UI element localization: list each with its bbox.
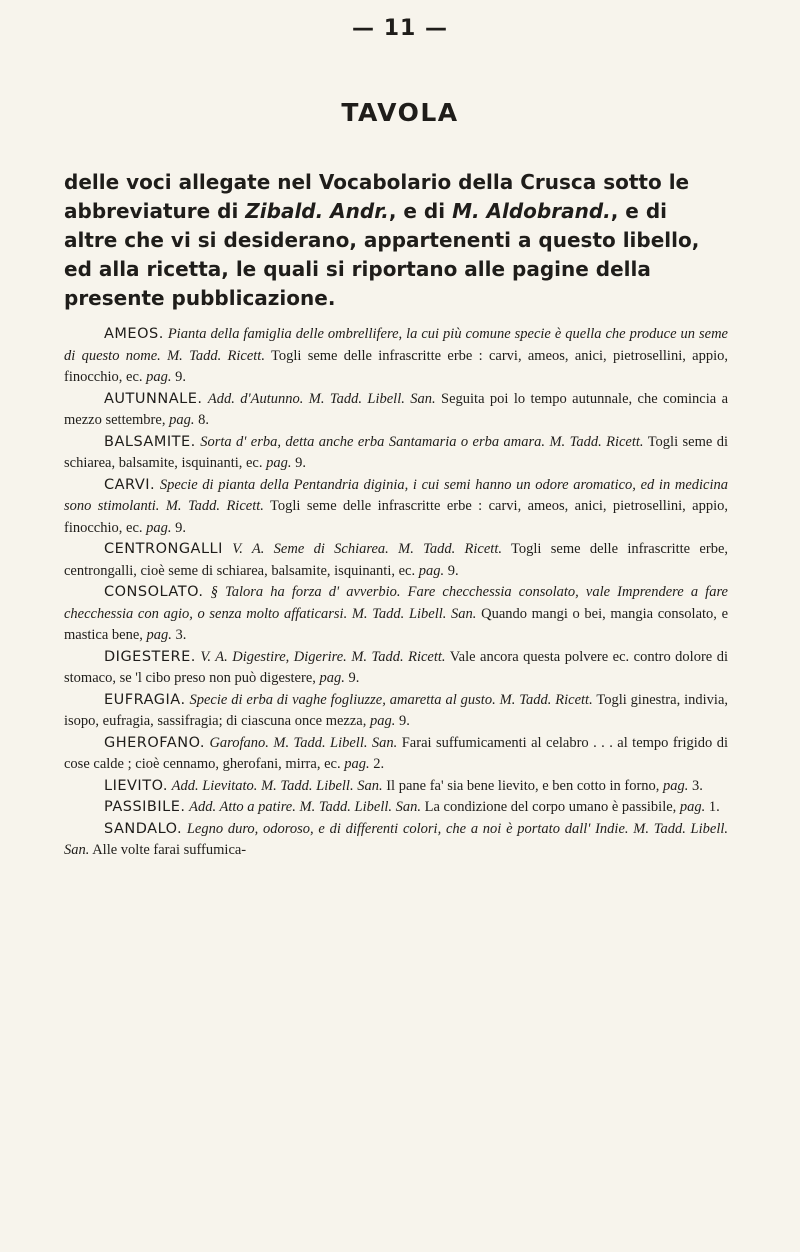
entry-quotation: Il pane fa' sia bene lievito, e ben cotto in forno, [386,777,660,794]
entry-page-label: pag. [146,369,172,385]
dictionary-entry [64,776,728,798]
entry-definition: Pianta della famiglia delle ombrellifere, la cui più comune specie è quella che produce un seme di questo nome. [64,326,728,364]
entry-page-label: pag. [344,756,370,772]
entry-quotation: Togli seme di schiarea, balsamite, isquinanti, ec. [64,433,728,471]
entry-headword: AMEOS. [104,326,164,342]
entry-source: M. Tadd. Libell. San. [351,605,477,622]
entry-page-number: 9. [295,455,306,471]
entry-quotation: Farai suffumicamenti al celabro . . . al tempo frigido di cose calde ; cioè cennamo, gherofani, mirra, ec. [64,734,729,772]
entry-headword: SANDALO. [104,820,183,837]
entry-source: M. Tadd. Ricett. [398,541,502,557]
intro-text-1: delle voci allegate nel Vocabolario della Crusca sotto le abbreviature di [64,170,690,223]
entry-source: M. Tadd. Ricett. [165,498,264,514]
entry-definition: Add. Atto a patire. [189,799,296,815]
entry-page-number: 9. [175,369,187,385]
entry-source: M. Tadd. Libell. San. [64,820,729,858]
entry-source: M. Tadd. Ricett. [549,433,644,450]
dictionary-entry [64,797,728,819]
entry-page-label: pag. [369,713,396,729]
entry-page-number: 9. [348,670,360,686]
entry-headword: DIGESTERE. [104,648,196,665]
entry-source: M. Tadd. Ricett. [351,648,446,665]
dictionary-entry [64,539,728,582]
entry-headword: AUTUNNALE. [104,390,203,407]
entry-page-number: 9. [447,562,459,579]
entry-definition: Garofano. [209,734,269,751]
entry-definition: § Talora ha forza d' avverbio. Fare checchessia consolato, vale Imprendere a fare checchessia con agio, o senza molto affaticarsi. [64,584,728,622]
dictionary-entry [64,647,728,690]
entry-quotation: Quando mangi o bei, mangia consolato, e mastica bene, [64,605,729,643]
entry-source: M. Tadd. Libell. San. [308,390,436,407]
entry-definition: Add. d'Autunno. [207,390,304,407]
entry-page-number: 9. [398,713,410,729]
entry-definition: Specie di erba di vaghe fogliuzze, amaretta al gusto. [189,691,496,708]
entry-quotation: Togli seme delle infrascritte erbe, centrongalli, cioè seme di schiarea, balsamite, isquinanti, ec. [64,541,729,579]
entry-quotation: Togli seme delle infrascritte erbe : carvi, ameos, anici, pietrosellini, appio, finocchio, ec. [64,498,728,536]
dictionary-entry [64,819,728,862]
entry-source: M. Tadd. Ricett. [167,347,265,364]
entry-headword: CARVI. [104,476,156,493]
entry-page-label: pag. [418,562,445,579]
intro-text-3: , e di altre che vi si desiderano, appartenenti a questo libello, ed alla ricetta, le quali si riportano alle pagine della presente pubblicazione. [64,199,700,310]
intro-abbrev-1: Zibald. Andr. [245,199,389,223]
entry-page-number: 3. [692,777,703,794]
dictionary-entry [64,389,728,432]
entry-source: M. Tadd. Libell. San. [261,777,383,794]
entry-page-label: pag. [266,455,292,471]
intro-abbrev-2: M. Aldobrand. [452,199,611,223]
entry-source: M. Tadd. Libell. San. [273,734,398,751]
dictionary-entry [64,733,728,776]
entry-source: M. Tadd. Libell. San. [299,799,422,815]
intro-paragraph [64,168,724,313]
intro-text-2: , e di [388,199,453,223]
entry-page-label: pag. [146,519,172,536]
entry-quotation: Seguita poi lo tempo autunnale, che comincia a mezzo settembre, [64,390,729,428]
dictionary-entry [64,475,728,540]
entry-page-label: pag. [169,412,195,428]
entry-page-label: pag. [319,670,345,686]
entry-page-number: 9. [175,519,187,536]
entry-headword: EUFRAGIA. [104,691,186,708]
entry-headword: CENTRONGALLI [104,541,223,557]
entry-quotation: Vale ancora questa polvere ec. contro dolore di stomaco, se 'l cibo preso non può digestere, [64,648,728,686]
entry-page-label: pag. [663,777,689,794]
entry-headword: GHEROFANO. [104,734,205,751]
entry-headword: LIEVITO. [104,777,169,794]
dictionary-entry [64,432,728,475]
page-title: TAVOLA [341,98,459,127]
dictionary-entry [64,690,728,733]
entry-definition: Add. Lievitato. [171,777,258,794]
entry-headword: PASSIBILE. [104,799,186,815]
entry-headword: BALSAMITE. [104,433,196,450]
entry-definition: V. A. Digestire, Digerire. [200,648,347,665]
entry-definition: V. A. Seme di Schiarea. [232,541,389,557]
entry-headword: CONSOLATO. [104,584,204,600]
entry-definition: Specie di pianta della Pentandria diginia, i cui semi hanno un odore aromatico, ed in medicina sono stimolanti. [64,476,729,514]
dictionary-entry [64,324,728,389]
page-number: — 11 — [352,16,448,41]
entry-quotation: Togli seme delle infrascritte erbe : carvi, ameos, anici, pietrosellini, appio, finocchio, ec. [64,347,728,385]
entry-quotation: Togli ginestra, indivia, isopo, eufragia, sassifragia; di ciascuna once mezza, [64,691,729,729]
entry-quotation: Alle volte farai suffumica- [92,842,247,858]
entry-definition: Legno duro, odoroso, e di differenti colori, che a noi è portato dall' Indie. [186,820,629,837]
entry-definition: Sorta d' erba, detta anche erba Santamaria o erba amara. [200,433,546,450]
entry-page-number: 2. [373,756,385,772]
entry-list [64,324,728,862]
entry-quotation: La condizione del corpo umano è passibile, [424,799,677,815]
entry-page-label: pag. [679,799,706,815]
entry-source: M. Tadd. Ricett. [499,691,593,708]
dictionary-entry [64,582,728,647]
entry-page-label: pag. [146,627,172,643]
entry-page-number: 3. [175,627,187,643]
entry-page-number: 1. [708,799,720,815]
entry-page-number: 8. [198,412,209,428]
